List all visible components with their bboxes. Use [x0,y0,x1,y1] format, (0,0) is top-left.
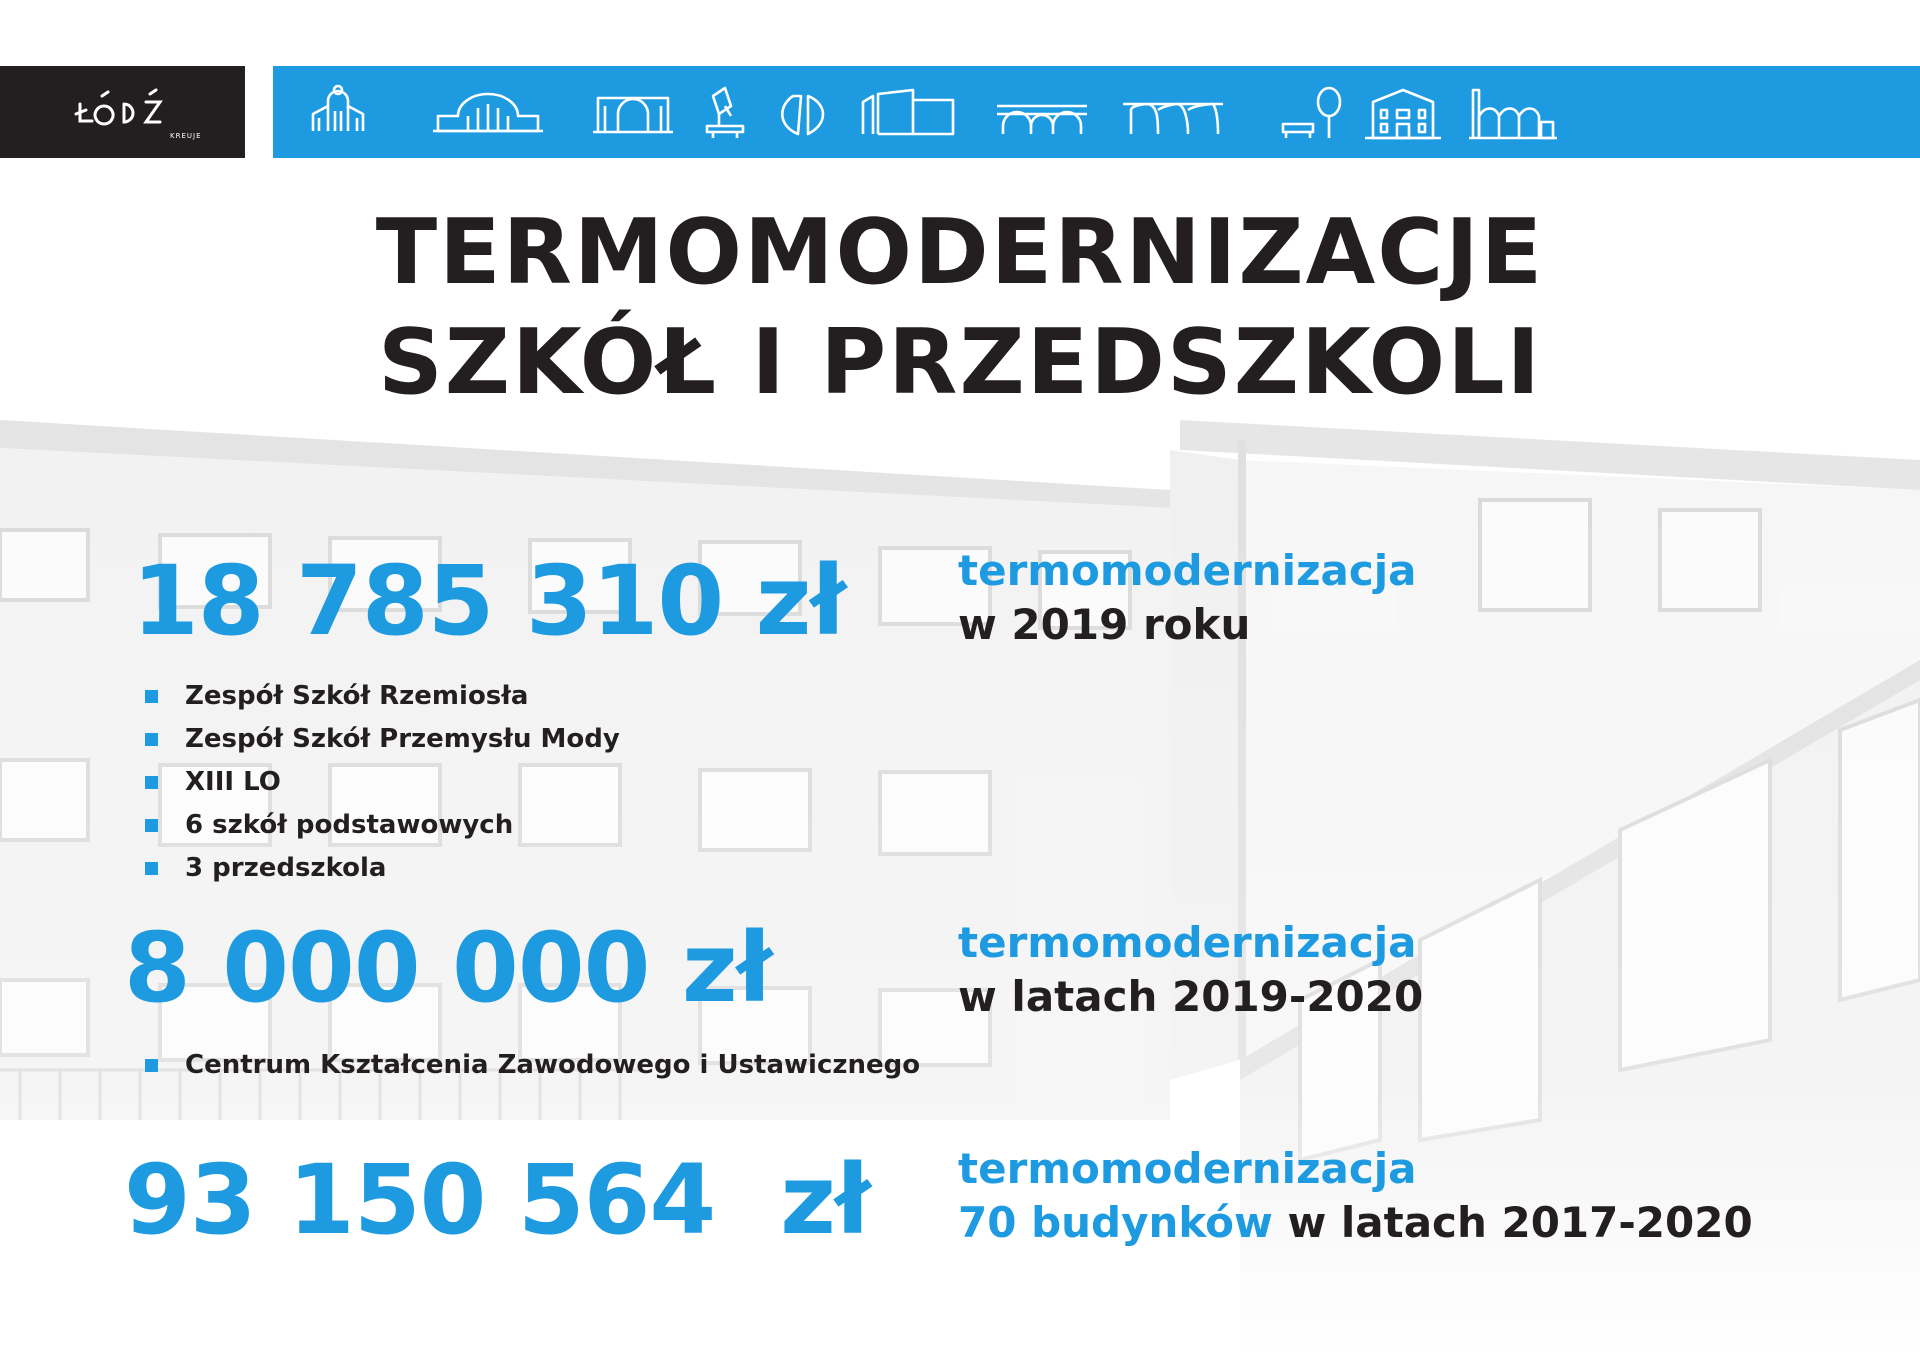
amount-2019: 18 785 310 zł [132,545,846,657]
section-1-school-list [145,675,620,890]
section-3-years: w latach 2017-2020 [1272,1198,1753,1247]
section-2-label-line-1: termomodernizacja [958,918,1417,967]
list-item: Zespół Szkół Rzemiosła [145,675,620,718]
buildings-count-highlight: 70 budynków [958,1198,1273,1247]
city-logo [0,66,245,158]
main-title-line-1: TERMOMODERNIZACJE [375,200,1545,305]
amount-2017-2020: 93 150 564 zł [124,1144,870,1256]
list-item: 6 szkół podstawowych [145,804,620,847]
section-3-label-line-1: termomodernizacja [958,1144,1417,1193]
main-title-line-2: SZKÓŁ I PRZEDSZKOLI [377,310,1543,415]
logo-tagline: KREUJE [170,132,202,140]
lodz-logo-mark [0,66,245,158]
section-1-label-line-2: w 2019 roku [958,600,1251,649]
list-item: Centrum Kształcenia Zawodowego i Ustawicznego [145,1044,920,1087]
list-item: XIII LO [145,761,620,804]
section-2-label-line-2: w latach 2019-2020 [958,972,1424,1021]
section-1-label-line-1: termomodernizacja [958,546,1417,595]
list-item: 3 przedszkola [145,847,620,890]
amount-2019-2020: 8 000 000 zł [124,912,772,1024]
list-item: Zespół Szkół Przemysłu Mody [145,718,620,761]
section-2-school-list [145,1044,920,1087]
section-3-label-line-2 [958,1198,1753,1247]
landmark-icon-bar [273,66,1920,158]
